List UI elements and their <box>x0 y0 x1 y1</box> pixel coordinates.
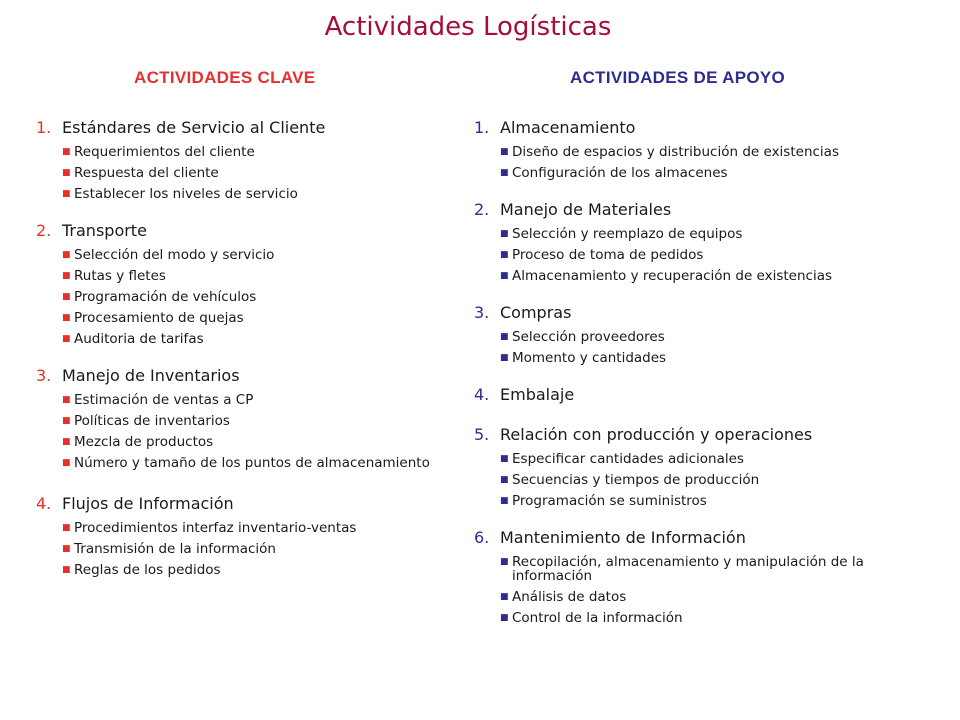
list-item <box>474 611 934 625</box>
list-item-text: Auditoria de tarifas <box>74 331 204 347</box>
activity-section <box>474 118 934 180</box>
list-item-text: Secuencias y tiempos de producción <box>512 472 760 488</box>
list-item <box>36 393 456 407</box>
list-item <box>474 473 934 487</box>
list-item <box>474 590 934 604</box>
activity-section <box>474 528 934 625</box>
square-bullet-icon: ■ <box>62 458 71 468</box>
section-label: Mantenimiento de Información <box>500 528 746 547</box>
section-number: 2. <box>36 221 52 240</box>
list-item <box>36 269 456 283</box>
list-item <box>474 555 934 583</box>
square-bullet-icon: ■ <box>500 229 509 239</box>
list-item <box>36 332 456 346</box>
square-bullet-icon: ■ <box>500 250 509 260</box>
square-bullet-icon: ■ <box>62 147 71 157</box>
section-label: Manejo de Materiales <box>500 200 672 219</box>
list-item-text: Especificar cantidades adicionales <box>512 451 744 467</box>
section-number: 1. <box>36 118 52 137</box>
square-bullet-icon: ■ <box>62 416 71 426</box>
square-bullet-icon: ■ <box>62 544 71 554</box>
section-number: 5. <box>474 425 490 444</box>
list-item-text: Políticas de inventarios <box>74 413 230 429</box>
list-item-text: Mezcla de productos <box>74 434 214 450</box>
list-item-text: Selección y reemplazo de equipos <box>512 226 743 242</box>
square-bullet-icon: ■ <box>500 557 509 567</box>
list-item-text: Programación de vehículos <box>74 289 257 305</box>
section-title <box>474 425 934 445</box>
section-title <box>474 118 934 138</box>
section-title <box>474 528 934 548</box>
list-item-text: Proceso de toma de pedidos <box>512 247 704 263</box>
list-item-text: Estimación de ventas a CP <box>74 392 254 408</box>
activity-section <box>36 366 456 470</box>
list-item-text: Control de la información <box>512 610 683 626</box>
section-number: 6. <box>474 528 490 547</box>
list-item <box>36 187 456 201</box>
support-activities-header: ACTIVIDADES DE APOYO <box>570 68 786 87</box>
list-item <box>474 330 934 344</box>
list-item <box>36 145 456 159</box>
list-item-text: Análisis de datos <box>512 589 627 605</box>
list-item-text: Recopilación, almacenamiento y manipulación de la información <box>512 554 864 584</box>
list-item <box>36 563 456 577</box>
list-item-text: Reglas de los pedidos <box>74 562 221 578</box>
section-title <box>36 221 456 241</box>
list-item-text: Número y tamaño de los puntos de almacenamiento <box>74 455 430 471</box>
square-bullet-icon: ■ <box>62 523 71 533</box>
list-item <box>474 166 934 180</box>
section-number: 2. <box>474 200 490 219</box>
square-bullet-icon: ■ <box>500 353 509 363</box>
list-item-text: Rutas y fletes <box>74 268 166 284</box>
activity-section <box>474 385 934 405</box>
section-title <box>474 200 934 220</box>
key-activities-column <box>36 68 456 597</box>
list-item <box>36 456 456 470</box>
section-label: Embalaje <box>500 385 575 404</box>
list-item <box>474 452 934 466</box>
section-label: Relación con producción y operaciones <box>500 425 813 444</box>
list-item-text: Respuesta del cliente <box>74 165 219 181</box>
list-item-text: Programación se suministros <box>512 493 707 509</box>
square-bullet-icon: ■ <box>62 334 71 344</box>
square-bullet-icon: ■ <box>62 395 71 405</box>
list-item <box>36 166 456 180</box>
section-label: Compras <box>500 303 572 322</box>
square-bullet-icon: ■ <box>62 565 71 575</box>
activity-section <box>474 303 934 365</box>
key-activities-list <box>36 118 456 577</box>
section-number: 4. <box>474 385 490 404</box>
square-bullet-icon: ■ <box>62 292 71 302</box>
section-number: 3. <box>474 303 490 322</box>
square-bullet-icon: ■ <box>62 271 71 281</box>
section-number: 4. <box>36 494 52 513</box>
activity-section <box>474 425 934 508</box>
square-bullet-icon: ■ <box>62 437 71 447</box>
list-item-text: Procedimientos interfaz inventario-ventas <box>74 520 357 536</box>
square-bullet-icon: ■ <box>62 189 71 199</box>
list-item-text: Momento y cantidades <box>512 350 667 366</box>
activity-section <box>36 494 456 577</box>
list-item <box>36 435 456 449</box>
list-item <box>36 521 456 535</box>
square-bullet-icon: ■ <box>500 332 509 342</box>
section-title <box>36 366 456 386</box>
square-bullet-icon: ■ <box>500 147 509 157</box>
list-item-text: Establecer los niveles de servicio <box>74 186 298 202</box>
list-item <box>36 290 456 304</box>
section-label: Transporte <box>62 221 147 240</box>
list-item <box>36 542 456 556</box>
list-item-text: Diseño de espacios y distribución de existencias <box>512 144 839 160</box>
square-bullet-icon: ■ <box>500 168 509 178</box>
list-item <box>36 248 456 262</box>
list-item-text: Selección del modo y servicio <box>74 247 275 263</box>
section-label: Estándares de Servicio al Cliente <box>62 118 326 137</box>
list-item <box>474 494 934 508</box>
list-item <box>474 145 934 159</box>
section-label: Almacenamiento <box>500 118 636 137</box>
section-label: Manejo de Inventarios <box>62 366 240 385</box>
support-activities-column <box>474 68 934 645</box>
activity-section <box>36 118 456 201</box>
section-title <box>36 118 456 138</box>
list-item <box>474 351 934 365</box>
list-item <box>36 311 456 325</box>
list-item-text: Selección proveedores <box>512 329 665 345</box>
support-activities-list <box>474 118 934 625</box>
section-title <box>474 385 934 405</box>
square-bullet-icon: ■ <box>500 454 509 464</box>
activity-section <box>36 221 456 346</box>
section-title <box>36 494 456 514</box>
activity-section <box>474 200 934 283</box>
list-item-text: Requerimientos del cliente <box>74 144 255 160</box>
list-item <box>474 227 934 241</box>
section-label: Flujos de Información <box>62 494 234 513</box>
list-item-text: Almacenamiento y recuperación de existencias <box>512 268 833 284</box>
square-bullet-icon: ■ <box>500 271 509 281</box>
square-bullet-icon: ■ <box>62 313 71 323</box>
square-bullet-icon: ■ <box>500 496 509 506</box>
section-number: 3. <box>36 366 52 385</box>
square-bullet-icon: ■ <box>62 250 71 260</box>
list-item-text: Transmisión de la información <box>74 541 276 557</box>
section-number: 1. <box>474 118 490 137</box>
list-item-text: Configuración de los almacenes <box>512 165 728 181</box>
list-item <box>36 414 456 428</box>
square-bullet-icon: ■ <box>62 168 71 178</box>
page-title: Actividades Logísticas <box>324 12 612 42</box>
list-item <box>474 248 934 262</box>
square-bullet-icon: ■ <box>500 613 509 623</box>
square-bullet-icon: ■ <box>500 592 509 602</box>
section-title <box>474 303 934 323</box>
list-item <box>474 269 934 283</box>
list-item-text: Procesamiento de quejas <box>74 310 244 326</box>
key-activities-header: ACTIVIDADES CLAVE <box>134 68 316 87</box>
square-bullet-icon: ■ <box>500 475 509 485</box>
